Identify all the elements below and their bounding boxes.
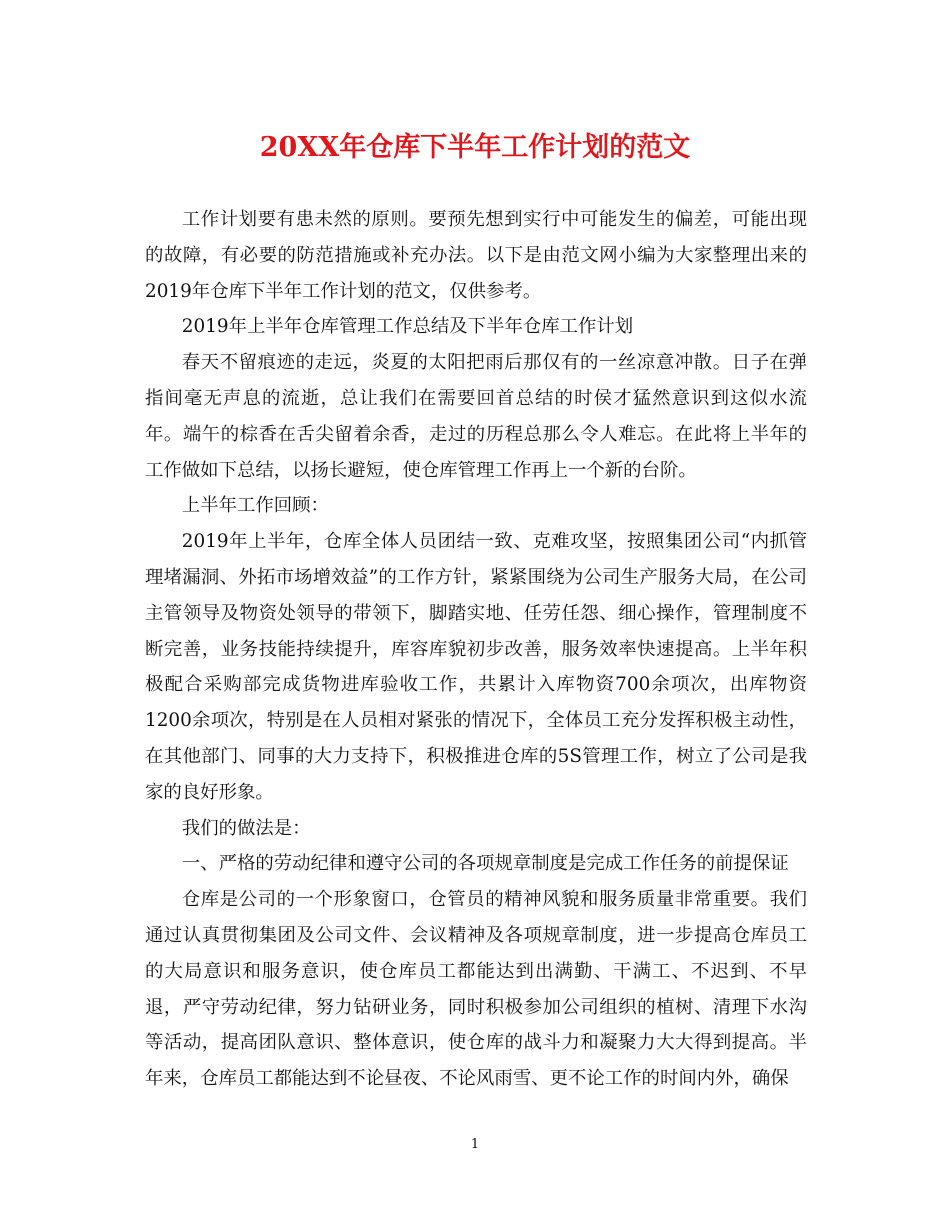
paragraph-section-one-heading: 一、严格的劳动纪律和遵守公司的各项规章制度是完成工作任务的前提保证: [181, 853, 789, 875]
paragraph-intro: 工作计划要有患未然的原则。要预先想到实行中可能发生的偏差，可能出现的故障，有必要的防范措施或补充办法。以下是由范文网小编为大家整理出来的2019年仓库下半年工作计划的范文，仅供参考。: [145, 209, 807, 302]
document-body: [145, 202, 807, 1097]
paragraph-spring: 春天不留痕迹的走远，炎夏的太阳把雨后那仅有的一丝凉意冲散。日子在弹指间毫无声息的流逝，总让我们在需要回首总结的时侯才猛然意识到这似水流年。端午的棕香在舌尖留着余香，走过的历程总那么令人难忘。在此将上半年的工作做如下总结，以扬长避短，使仓库管理工作再上一个新的台阶。: [145, 352, 807, 481]
document-title: 20XX年仓库下半年工作计划的范文: [259, 132, 691, 163]
paragraph-methods-heading: 我们的做法是：: [181, 817, 311, 839]
page-number: 1: [470, 1137, 480, 1152]
paragraph-section-one: 仓库是公司的一个形象窗口，仓管员的精神风貌和服务质量非常重要。我们通过认真贯彻集团及公司文件、会议精神及各项规章制度，进一步提高仓库员工的大局意识和服务意识，使仓库员工都能达到出满勤、干满工、不迟到、不早退，严守劳动纪律，努力钻研业务，同时积极参加公司组织的植树、清理下水沟等活动，提高团队意识、整体意识，使仓库的战斗力和凝聚力大大得到提高。半年来，仓库员工都能达到不论昼夜、不论风雨雪、更不论工作的时间内外，确保: [145, 889, 807, 1090]
paragraph-review: 2019年上半年，仓库全体人员团结一致、克难攻坚，按照集团公司“内抓管理堵漏洞、外拓市场增效益”的工作方针，紧紧围绕为公司生产服务大局，在公司主管领导及物资处领导的带领下，脚踏实地、任劳任怨、细心操作，管理制度不断完善，业务技能持续提升，库容库貌初步改善，服务效率快速提高。上半年积极配合采购部完成货物进库验收工作，共累计入库物资700余项次，出库物资1200余项次，特别是在人员相对紧张的情况下，全体员工充分发挥积极主动性，在其他部门、同事的大力支持下，积极推进仓库的5S管理工作，树立了公司是我家的良好形象。: [145, 531, 807, 803]
paragraph-subtitle: 2019年上半年仓库管理工作总结及下半年仓库工作计划: [181, 316, 634, 338]
paragraph-review-heading: 上半年工作回顾：: [181, 495, 329, 517]
